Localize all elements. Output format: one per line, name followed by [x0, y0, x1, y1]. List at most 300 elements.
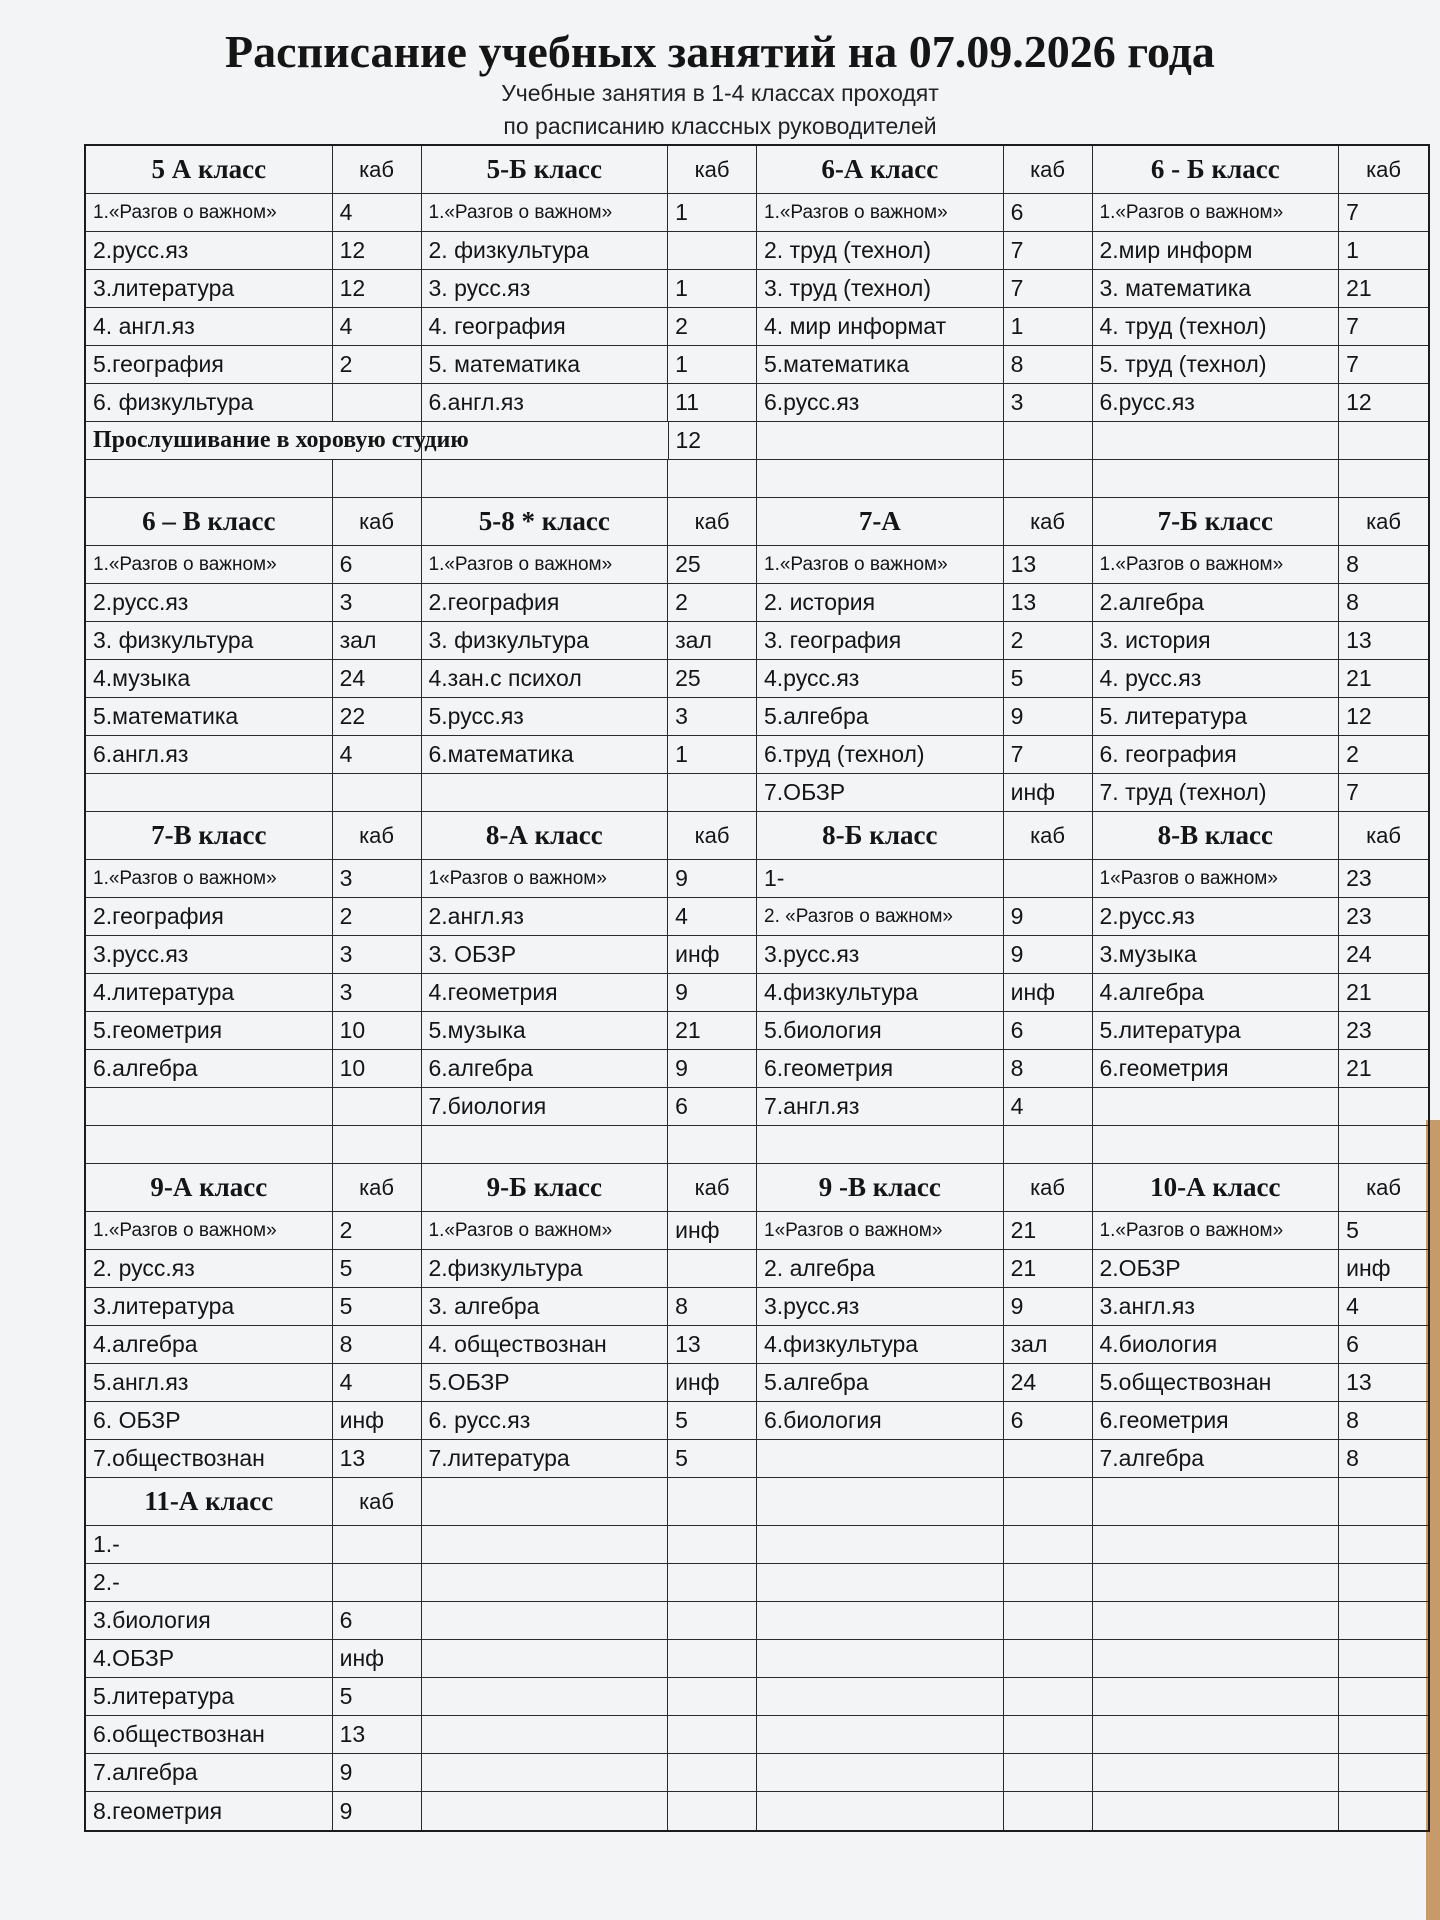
lesson-subject — [757, 1716, 1004, 1753]
lesson-subject: 5.математика — [757, 346, 1004, 383]
lesson-cabinet: инф — [333, 1402, 422, 1439]
lesson-subject: 7.обществознан — [86, 1440, 333, 1477]
lesson-subject: 3. русс.яз — [422, 270, 669, 307]
lesson-cabinet — [1339, 1602, 1428, 1639]
lesson-cabinet: 2 — [1346, 741, 1359, 767]
class-header-row — [86, 812, 1428, 860]
lesson-cabinet: 7 — [1004, 736, 1093, 773]
empty-cell — [757, 422, 1004, 459]
lesson-cabinet: 4 — [1004, 1088, 1093, 1125]
lesson-row — [86, 194, 1428, 232]
lesson-subject: 2. история — [757, 584, 1004, 621]
lesson-subject: 2.русс.яз — [1093, 898, 1340, 935]
lesson-cabinet: 7 — [1346, 199, 1359, 225]
lesson-subject — [757, 1126, 1004, 1163]
lesson-cabinet: 9 — [1004, 1288, 1093, 1325]
lesson-row — [86, 308, 1428, 346]
lesson-subject: 3.русс.яз — [757, 1288, 1004, 1325]
lesson-subject: 2.англ.яз — [422, 898, 669, 935]
lesson-subject: 3.литература — [86, 1288, 333, 1325]
lesson-cabinet: 2 — [333, 898, 422, 935]
class-name: 8-В класс — [1093, 812, 1340, 859]
lesson-cabinet: 21 — [1346, 1055, 1372, 1081]
class-name: 5-8 * класс — [422, 498, 669, 545]
lesson-subject: 1«Разгов о важном» — [757, 1212, 1004, 1249]
class-name: 10-А класс — [1093, 1164, 1340, 1211]
lesson-subject: 5.биология — [757, 1012, 1004, 1049]
lesson-subject: 1.«Разгов о важном» — [86, 860, 333, 897]
lesson-subject: 1.«Разгов о важном» — [422, 194, 669, 231]
lesson-cabinet: инф — [1004, 774, 1093, 811]
lesson-subject — [757, 1792, 1004, 1830]
lesson-subject: 6. география — [1093, 736, 1340, 773]
class-name: 9 -В класс — [757, 1164, 1004, 1211]
lesson-subject: 1- — [757, 860, 1004, 897]
lesson-subject: 4. англ.яз — [86, 308, 333, 345]
lesson-cabinet: 1 — [668, 346, 757, 383]
lesson-cabinet — [1339, 1564, 1428, 1601]
class-name: 7-А — [757, 498, 1004, 545]
lesson-cabinet: 3 — [1004, 384, 1093, 421]
lesson-cabinet — [333, 1126, 422, 1163]
lesson-cabinet: 9 — [1004, 898, 1093, 935]
lesson-cabinet: инф — [333, 1640, 422, 1677]
lesson-cabinet: 8 — [1346, 589, 1359, 615]
lesson-subject — [422, 1640, 669, 1677]
lesson-cabinet: 5 — [333, 1250, 422, 1287]
lesson-subject: 5.русс.яз — [422, 698, 669, 735]
class-name: 8-А класс — [422, 812, 669, 859]
lesson-cabinet: 9 — [333, 1792, 422, 1830]
lesson-row — [86, 1716, 1428, 1754]
lesson-cabinet: 6 — [1346, 1331, 1359, 1357]
lesson-cabinet: 23 — [1346, 903, 1372, 929]
cabinet-header: каб — [668, 812, 757, 859]
lesson-cabinet: 5 — [668, 1440, 757, 1477]
lesson-cabinet: инф — [668, 1364, 757, 1401]
lesson-cabinet: 1 — [668, 736, 757, 773]
lesson-row — [86, 1212, 1428, 1250]
lesson-subject: 3. труд (технол) — [757, 270, 1004, 307]
lesson-cabinet: 3 — [333, 936, 422, 973]
empty-cell — [1339, 460, 1428, 497]
lesson-subject: 3.русс.яз — [86, 936, 333, 973]
lesson-subject — [422, 1126, 669, 1163]
lesson-subject: 4.литература — [86, 974, 333, 1011]
lesson-cabinet: инф — [668, 1212, 757, 1249]
lesson-cabinet: 13 — [1004, 584, 1093, 621]
lesson-subject: 6.геометрия — [1093, 1402, 1340, 1439]
lesson-cabinet: 7 — [1346, 351, 1359, 377]
lesson-row — [86, 1564, 1428, 1602]
cabinet-header — [1339, 1478, 1428, 1525]
class-header-row — [86, 146, 1428, 194]
lesson-subject — [422, 1678, 669, 1715]
lesson-cabinet — [1004, 1602, 1093, 1639]
lesson-cabinet: 12 — [333, 232, 422, 269]
lesson-cabinet — [668, 1754, 757, 1791]
lesson-cabinet: 2 — [333, 346, 422, 383]
note-empty — [422, 422, 669, 459]
lesson-subject: 5.математика — [86, 698, 333, 735]
lesson-cabinet: 9 — [668, 1050, 757, 1087]
lesson-cabinet — [1004, 1440, 1093, 1477]
cabinet-header: каб — [668, 498, 757, 545]
lesson-subject: 4.физкультура — [757, 1326, 1004, 1363]
lesson-row — [86, 1288, 1428, 1326]
lesson-cabinet: 2 — [668, 584, 757, 621]
lesson-subject: 4. русс.яз — [1093, 660, 1340, 697]
lesson-cabinet — [668, 1126, 757, 1163]
lesson-subject — [1093, 1564, 1340, 1601]
class-name: 6 - Б класс — [1093, 146, 1340, 193]
cabinet-header: каб — [1366, 508, 1402, 534]
class-name: 7-В класс — [86, 812, 333, 859]
lesson-subject: 7.алгебра — [86, 1754, 333, 1791]
empty-cell — [1093, 460, 1340, 497]
lesson-cabinet: 8 — [1346, 551, 1359, 577]
lesson-subject: 1.- — [86, 1526, 333, 1563]
lesson-subject: 2.география — [422, 584, 669, 621]
lesson-cabinet: 8 — [1004, 1050, 1093, 1087]
lesson-subject: 1.«Разгов о важном» — [86, 1212, 333, 1249]
lesson-row — [86, 860, 1428, 898]
lesson-subject: 1.«Разгов о важном» — [422, 1212, 669, 1249]
lesson-subject — [422, 1602, 669, 1639]
lesson-subject — [86, 1088, 333, 1125]
lesson-cabinet: 2 — [668, 308, 757, 345]
lesson-cabinet — [668, 774, 757, 811]
lesson-cabinet: 12 — [333, 270, 422, 307]
lesson-subject: 4.алгебра — [86, 1326, 333, 1363]
lesson-subject: 1.«Разгов о важном» — [422, 546, 669, 583]
lesson-row — [86, 1602, 1428, 1640]
lesson-subject: 1.«Разгов о важном» — [86, 546, 333, 583]
lesson-subject: 5.ОБЗР — [422, 1364, 669, 1401]
lesson-subject: 3. физкультура — [422, 622, 669, 659]
lesson-cabinet: 13 — [333, 1440, 422, 1477]
lesson-cabinet: 23 — [1346, 1017, 1372, 1043]
lesson-row — [86, 1402, 1428, 1440]
lesson-subject: 3. география — [757, 622, 1004, 659]
lesson-subject: 6.труд (технол) — [757, 736, 1004, 773]
lesson-row — [86, 232, 1428, 270]
lesson-subject: 5.география — [86, 346, 333, 383]
lesson-cabinet — [1004, 1640, 1093, 1677]
lesson-cabinet — [1004, 1754, 1093, 1791]
lesson-subject — [757, 1754, 1004, 1791]
lesson-cabinet — [668, 232, 757, 269]
lesson-row — [86, 1126, 1428, 1164]
lesson-subject — [422, 1716, 669, 1753]
lesson-cabinet — [1004, 860, 1093, 897]
lesson-cabinet — [1339, 1678, 1428, 1715]
lesson-subject: 5. труд (технол) — [1093, 346, 1340, 383]
lesson-subject — [422, 1792, 669, 1830]
lesson-subject: 5. литература — [1093, 698, 1340, 735]
lesson-cabinet — [668, 1602, 757, 1639]
lesson-cabinet: 5 — [333, 1288, 422, 1325]
lesson-subject: 7.литература — [422, 1440, 669, 1477]
lesson-cabinet: зал — [333, 622, 422, 659]
lesson-subject: 1«Разгов о важном» — [1093, 860, 1340, 897]
lesson-subject: 8.геометрия — [86, 1792, 333, 1830]
lesson-row — [86, 270, 1428, 308]
lesson-subject: 6.алгебра — [422, 1050, 669, 1087]
lesson-cabinet: 6 — [1004, 1402, 1093, 1439]
lesson-cabinet: 4 — [333, 308, 422, 345]
lesson-subject — [1093, 1602, 1340, 1639]
lesson-subject: 1.«Разгов о важном» — [757, 546, 1004, 583]
lesson-subject — [757, 1526, 1004, 1563]
schedule-table — [84, 144, 1430, 1832]
lesson-cabinet: 21 — [1346, 979, 1372, 1005]
lesson-cabinet: 8 — [1346, 1407, 1359, 1433]
lesson-subject: 5.обществознан — [1093, 1364, 1340, 1401]
lesson-subject: 5.литература — [86, 1678, 333, 1715]
lesson-cabinet: 8 — [1004, 346, 1093, 383]
lesson-row — [86, 774, 1428, 812]
lesson-subject: 5.алгебра — [757, 698, 1004, 735]
lesson-cabinet: 13 — [1004, 546, 1093, 583]
lesson-cabinet: 1 — [668, 194, 757, 231]
lesson-subject: 2.мир информ — [1093, 232, 1340, 269]
lesson-subject — [1093, 1526, 1340, 1563]
lesson-row — [86, 1440, 1428, 1478]
class-name: 7-Б класс — [1093, 498, 1340, 545]
lesson-subject — [757, 1602, 1004, 1639]
lesson-subject: 2.алгебра — [1093, 584, 1340, 621]
lesson-cabinet: 23 — [1346, 865, 1372, 891]
lesson-subject: 2.русс.яз — [86, 584, 333, 621]
lesson-cabinet: 5 — [333, 1678, 422, 1715]
lesson-subject: 4.русс.яз — [757, 660, 1004, 697]
empty-cell — [1004, 460, 1093, 497]
lesson-subject: 4.алгебра — [1093, 974, 1340, 1011]
lesson-row — [86, 936, 1428, 974]
lesson-cabinet: 9 — [668, 974, 757, 1011]
lesson-subject — [1093, 1716, 1340, 1753]
lesson-cabinet: 9 — [668, 860, 757, 897]
lesson-subject: 5. математика — [422, 346, 669, 383]
cabinet-header: каб — [333, 1164, 422, 1211]
lesson-cabinet: 12 — [1346, 389, 1372, 415]
class-header-row — [86, 498, 1428, 546]
lesson-subject: 6. ОБЗР — [86, 1402, 333, 1439]
cabinet-header: каб — [333, 146, 422, 193]
lesson-subject: 4.ОБЗР — [86, 1640, 333, 1677]
lesson-cabinet: инф — [1346, 1255, 1391, 1281]
lesson-cabinet — [1004, 1678, 1093, 1715]
empty-cell — [1339, 422, 1428, 459]
lesson-cabinet: 24 — [1346, 941, 1372, 967]
lesson-subject — [1093, 1678, 1340, 1715]
lesson-cabinet: 22 — [333, 698, 422, 735]
lesson-subject: 2.русс.яз — [86, 232, 333, 269]
lesson-subject: 5.литература — [1093, 1012, 1340, 1049]
lesson-subject: 6.англ.яз — [422, 384, 669, 421]
lesson-cabinet: инф — [1004, 974, 1093, 1011]
lesson-subject — [1093, 1792, 1340, 1830]
lesson-subject: 6. русс.яз — [422, 1402, 669, 1439]
lesson-subject: 2. физкультура — [422, 232, 669, 269]
lesson-row — [86, 736, 1428, 774]
cabinet-header: каб — [1366, 156, 1402, 182]
cabinet-header: каб — [333, 1478, 422, 1525]
lesson-subject: 3. ОБЗР — [422, 936, 669, 973]
lesson-subject: 3. алгебра — [422, 1288, 669, 1325]
lesson-cabinet: 4 — [333, 194, 422, 231]
lesson-subject — [1093, 1126, 1340, 1163]
lesson-cabinet — [1339, 1640, 1428, 1677]
lesson-cabinet — [1004, 1716, 1093, 1753]
cabinet-header: каб — [1366, 1174, 1402, 1200]
class-name — [757, 1478, 1004, 1525]
lesson-cabinet — [1004, 1792, 1093, 1830]
lesson-cabinet: 9 — [1004, 936, 1093, 973]
page-title: Расписание учебных занятий на 07.09.2026 года — [225, 26, 1215, 77]
lesson-cabinet: 8 — [1346, 1445, 1359, 1471]
lesson-cabinet — [1004, 1526, 1093, 1563]
lesson-cabinet: 8 — [668, 1288, 757, 1325]
lesson-cabinet: 6 — [333, 546, 422, 583]
lesson-subject: 5.геометрия — [86, 1012, 333, 1049]
lesson-subject: 6.геометрия — [757, 1050, 1004, 1087]
lesson-row — [86, 346, 1428, 384]
lesson-cabinet — [333, 384, 422, 421]
lesson-cabinet: 7 — [1004, 270, 1093, 307]
cabinet-header: каб — [1004, 146, 1093, 193]
lesson-subject: 2. алгебра — [757, 1250, 1004, 1287]
lesson-cabinet: инф — [668, 936, 757, 973]
lesson-subject: 7.англ.яз — [757, 1088, 1004, 1125]
lesson-cabinet — [1339, 1526, 1428, 1563]
lesson-subject: 6.алгебра — [86, 1050, 333, 1087]
lesson-subject — [757, 1678, 1004, 1715]
lesson-row — [86, 1526, 1428, 1564]
lesson-cabinet — [668, 1526, 757, 1563]
lesson-subject: 4. труд (технол) — [1093, 308, 1340, 345]
lesson-row — [86, 1050, 1428, 1088]
lesson-subject: 2.физкультура — [422, 1250, 669, 1287]
lesson-cabinet: 1 — [668, 270, 757, 307]
lesson-subject: 3.музыка — [1093, 936, 1340, 973]
lesson-subject: 4. мир информат — [757, 308, 1004, 345]
note-text: Прослушивание в хоровую студию — [86, 422, 422, 459]
empty-cell — [86, 460, 333, 497]
lesson-cabinet: 25 — [668, 546, 757, 583]
lesson-subject: 6.русс.яз — [1093, 384, 1340, 421]
class-name: 9-А класс — [86, 1164, 333, 1211]
lesson-subject: 5.англ.яз — [86, 1364, 333, 1401]
lesson-subject — [422, 1754, 669, 1791]
lesson-subject: 2.ОБЗР — [1093, 1250, 1340, 1287]
lesson-row — [86, 1640, 1428, 1678]
lesson-cabinet — [668, 1678, 757, 1715]
lesson-subject — [757, 1640, 1004, 1677]
lesson-subject: 5.музыка — [422, 1012, 669, 1049]
class-name — [422, 1478, 669, 1525]
lesson-row — [86, 546, 1428, 584]
lesson-cabinet — [1004, 1126, 1093, 1163]
lesson-subject: 1.«Разгов о важном» — [86, 194, 333, 231]
class-name — [1093, 1478, 1340, 1525]
lesson-row — [86, 1326, 1428, 1364]
lesson-cabinet: зал — [1004, 1326, 1093, 1363]
lesson-row — [86, 1678, 1428, 1716]
lesson-row — [86, 1754, 1428, 1792]
lesson-subject: 7. труд (технол) — [1093, 774, 1340, 811]
lesson-cabinet — [1339, 1126, 1428, 1163]
lesson-subject — [757, 1440, 1004, 1477]
lesson-subject — [86, 1126, 333, 1163]
lesson-cabinet: 3 — [333, 860, 422, 897]
lesson-subject: 6. физкультура — [86, 384, 333, 421]
class-name: 5-Б класс — [422, 146, 669, 193]
lesson-cabinet: 2 — [1004, 622, 1093, 659]
class-header-row — [86, 1164, 1428, 1212]
lesson-subject — [757, 1564, 1004, 1601]
empty-cell — [757, 460, 1004, 497]
lesson-row — [86, 584, 1428, 622]
lesson-subject: 7.алгебра — [1093, 1440, 1340, 1477]
lesson-cabinet: 24 — [1004, 1364, 1093, 1401]
class-name: 8-Б класс — [757, 812, 1004, 859]
lesson-subject: 4.зан.с психол — [422, 660, 669, 697]
lesson-cabinet: 11 — [668, 384, 757, 421]
lesson-cabinet: 5 — [1004, 660, 1093, 697]
lesson-subject: 4.геометрия — [422, 974, 669, 1011]
lesson-row — [86, 698, 1428, 736]
lesson-cabinet: 21 — [1346, 665, 1372, 691]
lesson-subject: 6.англ.яз — [86, 736, 333, 773]
subtitle-line-2: по расписанию классных руководителей — [503, 113, 937, 139]
class-name: 9-Б класс — [422, 1164, 669, 1211]
lesson-cabinet — [1339, 1716, 1428, 1753]
lesson-cabinet — [333, 1526, 422, 1563]
empty-cell — [668, 460, 757, 497]
lesson-cabinet: 6 — [1004, 194, 1093, 231]
lesson-subject: 4.биология — [1093, 1326, 1340, 1363]
lesson-row — [86, 384, 1428, 422]
lesson-subject: 2.география — [86, 898, 333, 935]
lesson-cabinet: 12 — [1346, 703, 1372, 729]
lesson-subject: 4. обществознан — [422, 1326, 669, 1363]
lesson-cabinet: 21 — [1346, 275, 1372, 301]
lesson-subject: 3.англ.яз — [1093, 1288, 1340, 1325]
lesson-subject: 6.обществознан — [86, 1716, 333, 1753]
lesson-subject: 2. труд (технол) — [757, 232, 1004, 269]
class-name: 5 А класс — [86, 146, 333, 193]
lesson-cabinet — [668, 1716, 757, 1753]
lesson-row — [86, 622, 1428, 660]
lesson-cabinet — [668, 1640, 757, 1677]
lesson-subject: 4.физкультура — [757, 974, 1004, 1011]
lesson-subject — [422, 1526, 669, 1563]
cabinet-header: каб — [668, 1164, 757, 1211]
lesson-cabinet — [333, 1088, 422, 1125]
lesson-cabinet: 4 — [333, 1364, 422, 1401]
lesson-cabinet: 7 — [1346, 779, 1359, 805]
class-name: 6-А класс — [757, 146, 1004, 193]
cabinet-header: каб — [333, 812, 422, 859]
class-name: 6 – В класс — [86, 498, 333, 545]
lesson-subject — [1093, 1088, 1340, 1125]
lesson-subject — [86, 774, 333, 811]
lesson-cabinet: 24 — [333, 660, 422, 697]
lesson-subject: 3.биология — [86, 1602, 333, 1639]
cabinet-header: каб — [1004, 812, 1093, 859]
